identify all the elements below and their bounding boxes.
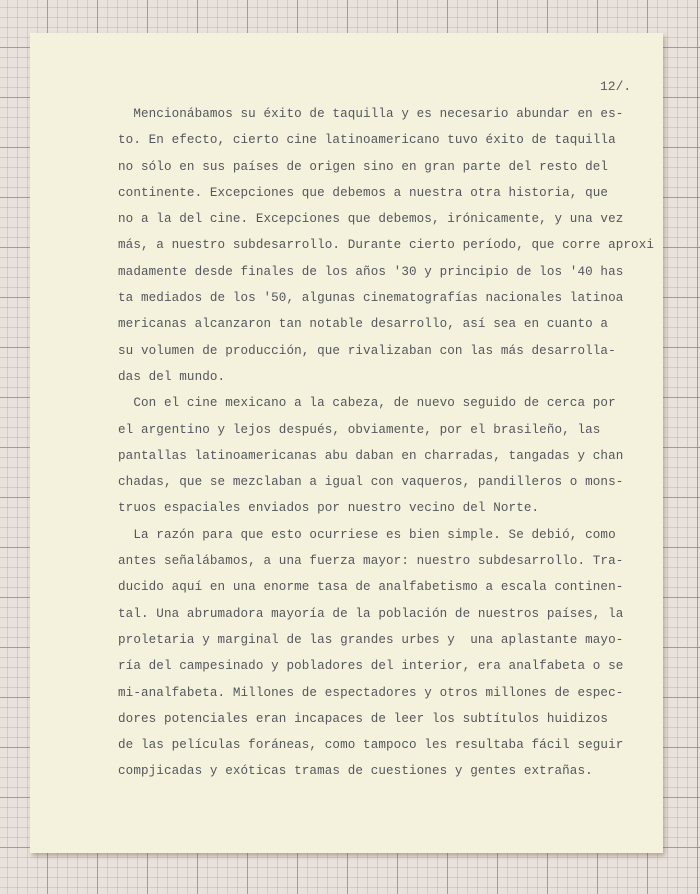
text-line: ducido aquí en una enorme tasa de analfabetismo a escala continen-: [118, 580, 624, 595]
text-line: mericanas alcanzaron tan notable desarrollo, así sea en cuanto a: [118, 317, 609, 332]
text-line: La razón para que esto ocurriese es bien simple. Se debió, como: [118, 527, 616, 542]
text-line: compjicadas y exóticas tramas de cuestiones y gentes extrañas.: [118, 764, 593, 779]
page-number: 12/.: [600, 79, 632, 94]
text-line: mi-analfabeta. Millones de espectadores y otros millones de espec-: [118, 685, 624, 700]
text-line: ría del campesinado y pobladores del interior, era analfabeta o se: [118, 659, 624, 674]
text-line: dores potenciales eran incapaces de leer los subtítulos huidizos: [118, 711, 609, 726]
text-line: madamente desde finales de los años '30 y principio de los '40 has: [118, 264, 624, 279]
text-line: su volumen de producción, que rivalizaban con las más desarrolla-: [118, 343, 616, 358]
text-line: no a la del cine. Excepciones que debemos, irónicamente, y una vez: [118, 212, 624, 227]
text-line: continente. Excepciones que debemos a nuestra otra historia, que: [118, 185, 609, 200]
text-line: tal. Una abrumadora mayoría de la población de nuestros países, la: [118, 606, 624, 621]
text-line: proletaria y marginal de las grandes urbes y una aplastante mayo-: [118, 632, 624, 647]
text-line: chadas, que se mezclaban a igual con vaqueros, pandilleros o mons-: [118, 475, 624, 490]
text-line: Con el cine mexicano a la cabeza, de nuevo seguido de cerca por: [118, 396, 616, 411]
text-line: antes señalábamos, a una fuerza mayor: nuestro subdesarrollo. Tra-: [118, 554, 624, 569]
paragraph: [118, 390, 638, 521]
paragraph: [118, 101, 655, 390]
text-line: pantallas latinoamericanas abu daban en charradas, tangadas y chan: [118, 448, 624, 463]
paragraph: [118, 522, 638, 785]
text-line: el argentino y lejos después, obviamente, por el brasileño, las: [118, 422, 601, 437]
text-line: más, a nuestro subdesarrollo. Durante cierto período, que corre aproxi: [118, 238, 655, 253]
body-text: [118, 101, 655, 785]
text-line: ta mediados de los '50, algunas cinematografías nacionales latinoa: [118, 291, 624, 306]
text-line: das del mundo.: [118, 369, 226, 384]
text-line: no sólo en sus países de origen sino en gran parte del resto del: [118, 159, 609, 174]
text-line: de las películas foráneas, como tampoco les resultaba fácil seguir: [118, 738, 624, 753]
text-line: to. En efecto, cierto cine latinoamericano tuvo éxito de taquilla: [118, 133, 616, 148]
typewritten-page: [30, 33, 663, 853]
text-line: Mencionábamos su éxito de taquilla y es necesario abundar en es-: [118, 107, 624, 121]
text-line: truos espaciales enviados por nuestro vecino del Norte.: [118, 501, 540, 516]
